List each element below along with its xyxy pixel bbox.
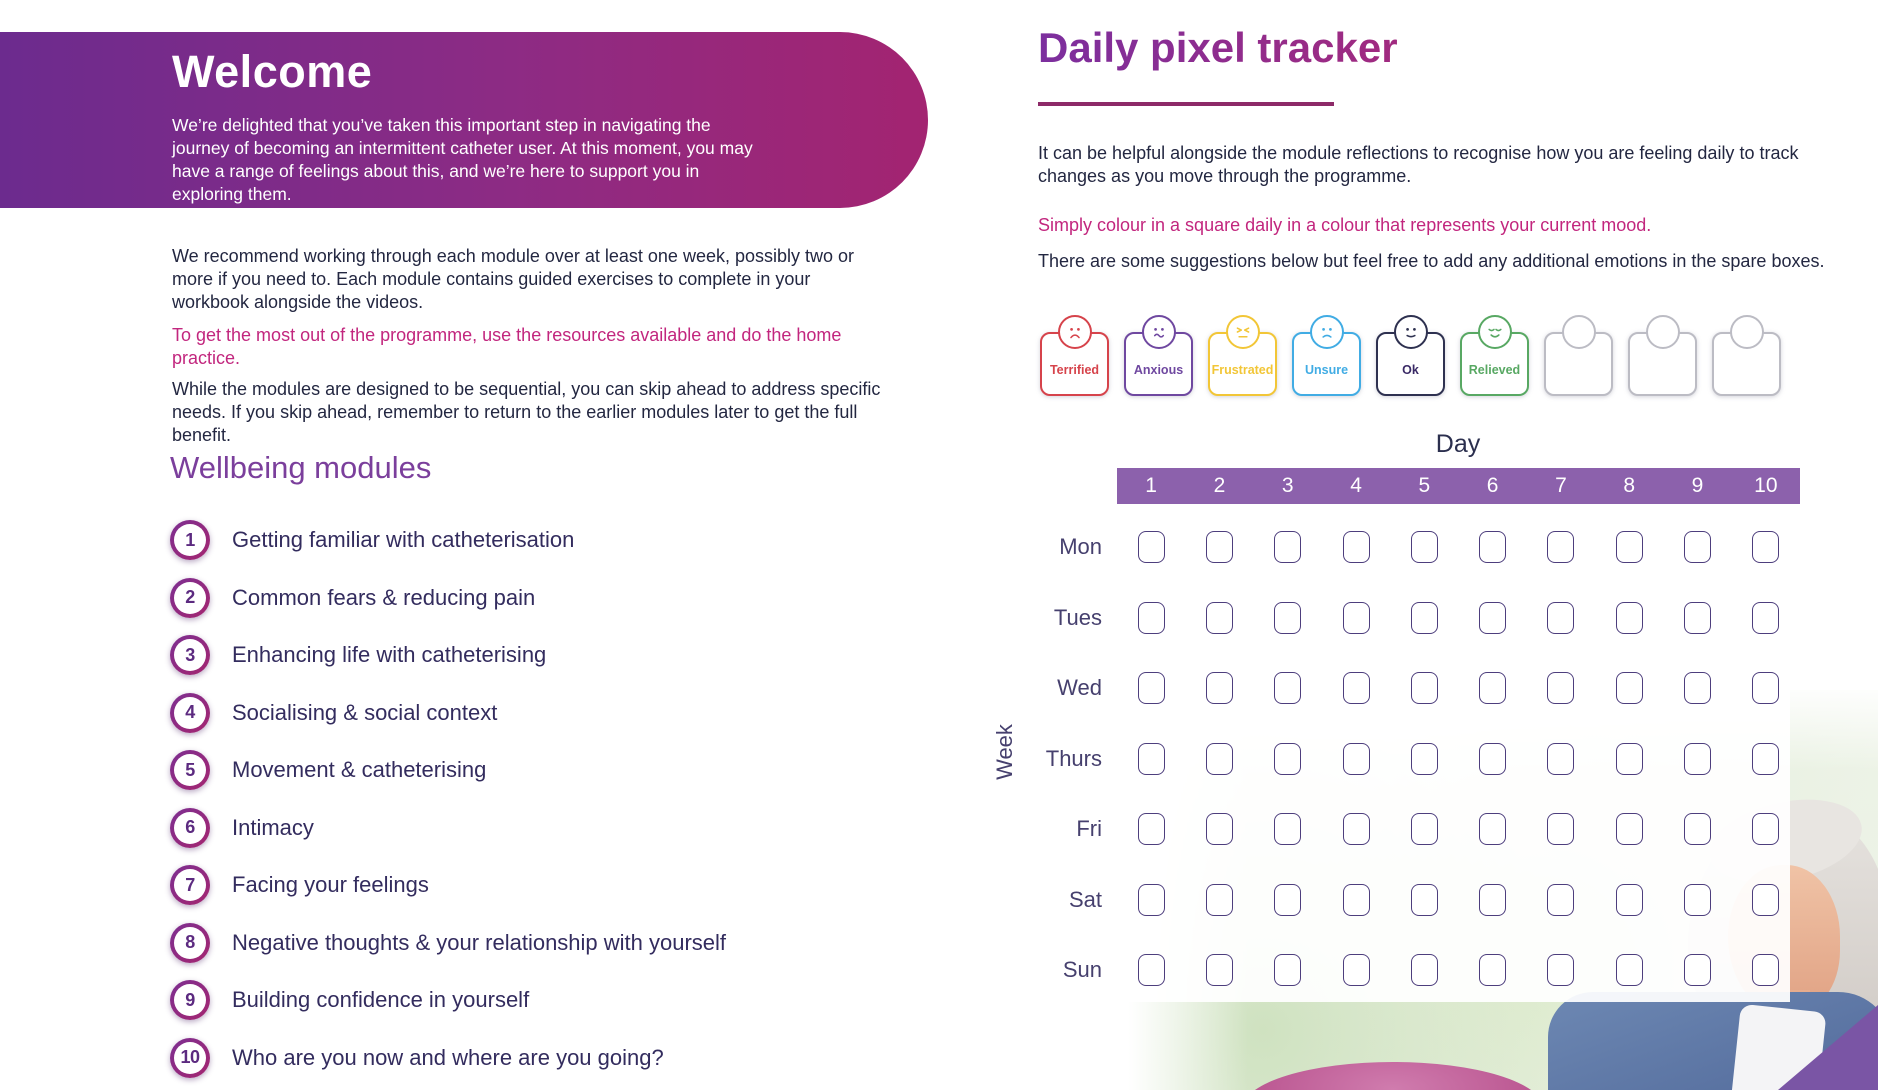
tracker-cell [1322,809,1390,849]
tracker-row-mon [1117,527,1800,567]
spare-mood-card[interactable] [1544,332,1613,396]
tracker-cell [1527,950,1595,990]
tracker-cell [1527,598,1595,638]
tracker-cell [1663,880,1731,920]
module-number: 1 [174,524,206,556]
module-label: Socialising & social context [232,699,498,725]
frustrated-face-icon [1226,315,1260,349]
pixel-square-wed-day9[interactable] [1684,672,1711,704]
module-number-badge [170,1038,210,1078]
module-label: Movement & catheterising [232,757,487,782]
module-item-3 [170,635,726,675]
week-axis-label: Week [992,724,1017,780]
tracker-cell [1185,739,1253,779]
tracker-row-wed [1117,668,1800,708]
pixel-square-tues-day3[interactable] [1274,602,1301,634]
pixel-square-fri-day7[interactable] [1547,813,1574,845]
tracker-cell [1663,739,1731,779]
tracker-title: Daily pixel tracker [1038,24,1398,71]
modules-list [170,520,726,1078]
row-label-wed: Wed [1057,675,1102,700]
tracker-cell [1527,527,1595,567]
module-number: 7 [174,869,206,901]
pixel-square-tues-day2[interactable] [1206,602,1233,634]
tracker-cell [1595,950,1663,990]
day-number-header [1117,468,1800,504]
module-label: Intimacy [232,814,314,840]
day-number-1: 1 [1145,474,1157,497]
row-label-tues: Tues [1053,604,1102,630]
tracker-cell [1185,527,1253,567]
module-item-5 [170,750,726,790]
pixel-square-thurs-day5[interactable] [1411,743,1438,775]
tracker-cell [1595,739,1663,779]
tracker-cell [1732,950,1800,990]
module-item-7 [170,865,726,905]
pixel-square-mon-day3[interactable] [1274,531,1301,563]
tracker-cell [1185,598,1253,638]
pixel-square-sun-day10[interactable] [1752,954,1779,986]
pixel-square-wed-day3[interactable] [1274,672,1301,704]
tracker-cell [1458,527,1526,567]
tracker-row-tues [1117,598,1800,638]
pixel-square-mon-day10[interactable] [1752,531,1779,563]
module-label: Who are you now and where are you going? [232,1044,664,1070]
pixel-square-sun-day8[interactable] [1616,954,1643,986]
welcome-intro-text: We’re delighted that you’ve taken this important step in navigating the journey of becoming an intermittent catheter user. At this moment, you may have a range of feelings about this, and we’re here to support you in exploring them. [172,115,753,204]
pixel-square-wed-day8[interactable] [1616,672,1643,704]
pixel-square-thurs-day1[interactable] [1138,743,1165,775]
pixel-square-thurs-day2[interactable] [1206,743,1233,775]
day-number-9: 9 [1691,474,1704,497]
pixel-square-tues-day8[interactable] [1616,602,1643,634]
pixel-square-tues-day10[interactable] [1752,602,1779,634]
day-number-4: 4 [1350,474,1362,497]
module-number-badge [170,578,210,618]
tracker-cell [1527,668,1595,708]
module-item-8 [170,923,726,963]
mood-label: Unsure [1304,363,1349,377]
paragraph-recommend: We recommend working through each module over at least one week, possibly two or more if you need to. Each module contains guided exercises to complete in your workbook alongside the videos. [172,246,855,312]
tracker-cell [1527,880,1595,920]
pixel-square-mon-day4[interactable] [1343,531,1370,563]
pixel-square-sun-day9[interactable] [1684,954,1711,986]
tracker-cell [1117,950,1185,990]
mood-card-frustrated [1208,332,1277,396]
tracker-cell [1458,739,1526,779]
unsure-face-icon [1310,315,1344,349]
tracker-cell [1595,880,1663,920]
pixel-square-thurs-day8[interactable] [1616,743,1643,775]
module-number: 3 [174,639,206,671]
pixel-square-sat-day5[interactable] [1411,884,1438,916]
tracker-cell [1322,950,1390,990]
module-number-badge [170,635,210,675]
pixel-square-thurs-day7[interactable] [1547,743,1574,775]
mood-legend-row [1040,315,1781,396]
module-number-badge [170,808,210,848]
tracker-cell [1663,950,1731,990]
mood-label: Terrified [1049,363,1100,377]
tracker-cell [1322,527,1390,567]
module-number: 9 [174,984,206,1016]
pixel-square-tues-day7[interactable] [1547,602,1574,634]
module-number: 8 [174,927,206,959]
spare-mood-card[interactable] [1628,332,1697,396]
pixel-square-mon-day9[interactable] [1684,531,1711,563]
pixel-square-mon-day2[interactable] [1206,531,1233,563]
tracker-cell [1185,668,1253,708]
pixel-square-fri-day5[interactable] [1411,813,1438,845]
tracker-cell [1663,527,1731,567]
tracker-cell [1322,598,1390,638]
module-label: Building confidence in yourself [232,987,530,1012]
tracker-cell [1663,598,1731,638]
tracker-cell [1390,809,1458,849]
tracker-cell [1254,950,1322,990]
pixel-square-fri-day3[interactable] [1274,813,1301,845]
pixel-square-sat-day3[interactable] [1274,884,1301,916]
tracker-cell [1663,809,1731,849]
tracker-cell [1390,880,1458,920]
pixel-square-sun-day3[interactable] [1274,954,1301,986]
mood-card-anxious [1124,332,1193,396]
tracker-cell [1527,739,1595,779]
module-label: Common fears & reducing pain [232,584,536,610]
mood-label: Anxious [1133,363,1184,377]
pixel-square-thurs-day6[interactable] [1479,743,1506,775]
day-number-10: 10 [1754,474,1778,497]
empty-circle [1730,315,1764,349]
pixel-square-wed-day2[interactable] [1206,672,1233,704]
tracker-cell [1185,809,1253,849]
pixel-square-tues-day5[interactable] [1411,602,1438,634]
pixel-square-thurs-day10[interactable] [1752,743,1779,775]
pixel-square-mon-day1[interactable] [1138,531,1165,563]
pixel-square-sun-day6[interactable] [1479,954,1506,986]
tracker-cell [1185,880,1253,920]
tracker-cell [1595,527,1663,567]
mood-card-terrified [1040,332,1109,396]
pixel-square-fri-day9[interactable] [1684,813,1711,845]
tracker-cell [1595,809,1663,849]
pixel-square-sat-day2[interactable] [1206,884,1233,916]
module-label: Enhancing life with catheterising [232,642,547,667]
pixel-square-fri-day6[interactable] [1479,813,1506,845]
pixel-square-wed-day1[interactable] [1138,672,1165,704]
tracker-cell [1254,880,1322,920]
pixel-square-thurs-day9[interactable] [1684,743,1711,775]
tracker-cell [1117,527,1185,567]
pixel-square-wed-day10[interactable] [1752,672,1779,704]
module-number: 4 [174,697,206,729]
tracker-cell [1117,809,1185,849]
day-number-2: 2 [1213,474,1226,497]
tracker-cell [1322,880,1390,920]
tracker-cell [1732,809,1800,849]
pixel-square-mon-day6[interactable] [1479,531,1506,563]
paragraph-highlight-right: Simply colour in a square daily in a colour that represents your current mood. [1038,215,1652,235]
paragraph-tracker-intro: It can be helpful alongside the module reflections to recognise how you are feeling daily to track changes as you move through the programme. [1038,143,1799,186]
tracker-cell [1595,668,1663,708]
tracker-cell [1390,668,1458,708]
mood-label: Ok [1402,363,1419,377]
pixel-square-tues-day6[interactable] [1479,602,1506,634]
row-label-sun: Sun [1062,957,1102,982]
tracker-cell [1117,739,1185,779]
tracker-cell [1117,880,1185,920]
day-number-3: 3 [1281,474,1294,497]
pixel-square-sun-day2[interactable] [1206,954,1233,986]
pixel-square-thurs-day4[interactable] [1343,743,1370,775]
pixel-square-mon-day7[interactable] [1547,531,1574,563]
tracker-cell [1254,668,1322,708]
relieved-face-icon [1478,315,1512,349]
mood-card-ok [1376,332,1445,396]
tracker-row-fri [1117,809,1800,849]
terrified-face-icon [1058,315,1092,349]
tracker-cell [1117,598,1185,638]
tracker-cell [1458,950,1526,990]
mood-card-unsure [1292,332,1361,396]
module-number: 5 [174,754,206,786]
mood-label: Relieved [1468,363,1521,377]
module-number: 6 [174,812,206,844]
mood-card-relieved [1460,332,1529,396]
tracker-cell [1458,809,1526,849]
pixel-square-fri-day8[interactable] [1616,813,1643,845]
day-number-6: 6 [1486,474,1499,497]
module-item-9 [170,980,726,1020]
welcome-title: Welcome [172,46,373,97]
pixel-square-wed-day6[interactable] [1479,672,1506,704]
pixel-square-tues-day4[interactable] [1343,602,1370,634]
tracker-title-underline [1038,102,1334,106]
module-number-badge [170,693,210,733]
pixel-square-thurs-day3[interactable] [1274,743,1301,775]
pixel-square-sun-day4[interactable] [1343,954,1370,986]
pixel-square-fri-day10[interactable] [1752,813,1779,845]
module-item-10 [170,1038,726,1078]
module-number-badge [170,923,210,963]
tracker-cell [1390,598,1458,638]
tracker-cell [1458,880,1526,920]
pixel-square-mon-day8[interactable] [1616,531,1643,563]
pixel-square-wed-day5[interactable] [1411,672,1438,704]
row-label-mon: Mon [1059,534,1102,559]
pixel-square-sat-day6[interactable] [1479,884,1506,916]
tracker-cell [1254,739,1322,779]
tracker-cell [1390,527,1458,567]
tracker-cell [1254,809,1322,849]
day-number-5: 5 [1418,474,1431,497]
module-item-6 [170,808,726,848]
anxious-face-icon [1142,315,1176,349]
row-label-fri: Fri [1076,816,1102,841]
tracker-cell [1185,950,1253,990]
pixel-square-sat-day1[interactable] [1138,884,1165,916]
pixel-square-wed-day7[interactable] [1547,672,1574,704]
tracker-cell [1732,739,1800,779]
day-number-8: 8 [1623,474,1636,497]
paragraph-suggestions: There are some suggestions below but feel free to add any additional emotions in the spare boxes. [1038,251,1825,271]
module-number: 10 [174,1042,206,1074]
tracker-cell [1458,598,1526,638]
pixel-square-fri-day2[interactable] [1206,813,1233,845]
empty-circle [1646,315,1680,349]
module-number-badge [170,980,210,1020]
day-number-7: 7 [1555,474,1567,497]
pixel-square-sat-day8[interactable] [1616,884,1643,916]
pixel-square-tues-day1[interactable] [1138,602,1165,634]
pixel-square-tues-day9[interactable] [1684,602,1711,634]
pixel-square-wed-day4[interactable] [1343,672,1370,704]
paragraph-sequential: While the modules are designed to be sequential, you can skip ahead to address specific needs. If you skip ahead, remember to return to the earlier modules later to get the full benefit. [172,379,881,445]
pixel-square-sat-day7[interactable] [1547,884,1574,916]
module-item-4 [170,693,726,733]
tracker-cell [1322,739,1390,779]
tracker-cell [1254,598,1322,638]
tracker-cell [1254,527,1322,567]
module-number-badge [170,865,210,905]
module-number-badge [170,520,210,560]
tracker-row-sat [1117,880,1800,920]
pixel-square-fri-day1[interactable] [1138,813,1165,845]
module-number: 2 [174,582,206,614]
tracker-cell [1595,598,1663,638]
tracker-cell [1117,668,1185,708]
mood-label: Frustrated [1211,363,1274,377]
tracker-cell [1732,598,1800,638]
tracker-cell [1458,668,1526,708]
modules-heading: Wellbeing modules [170,450,432,485]
tracker-cell [1732,527,1800,567]
tracker-row-sun [1117,950,1800,990]
module-label: Facing your feelings [232,872,429,897]
tracker-cell [1732,880,1800,920]
pixel-square-sat-day9[interactable] [1684,884,1711,916]
day-axis-label: Day [1435,430,1481,458]
empty-circle [1562,315,1596,349]
welcome-banner [0,32,928,208]
tracker-cell [1390,739,1458,779]
module-item-2 [170,578,726,618]
row-label-thurs: Thurs [1045,745,1102,771]
ok-face-icon [1394,315,1428,349]
module-label: Getting familiar with catheterisation [232,527,575,552]
tracker-cell [1390,950,1458,990]
tracker-row-thurs [1117,739,1800,779]
spare-mood-card[interactable] [1712,332,1781,396]
tracker-cell [1663,668,1731,708]
module-item-1 [170,520,726,560]
tracker-cell [1527,809,1595,849]
row-label-sat: Sat [1068,886,1102,912]
paragraph-highlight-left: To get the most out of the programme, use the resources available and do the home practice. [172,325,842,368]
pixel-square-sun-day1[interactable] [1138,954,1165,986]
pixel-square-sat-day4[interactable] [1343,884,1370,916]
pixel-square-sun-day7[interactable] [1547,954,1574,986]
pixel-square-fri-day4[interactable] [1343,813,1370,845]
pixel-square-mon-day5[interactable] [1411,531,1438,563]
module-number-badge [170,750,210,790]
pixel-square-sun-day5[interactable] [1411,954,1438,986]
tracker-cell [1322,668,1390,708]
pixel-square-sat-day10[interactable] [1752,884,1779,916]
module-label: Negative thoughts & your relationship with yourself [232,929,727,955]
tracker-cell [1732,668,1800,708]
